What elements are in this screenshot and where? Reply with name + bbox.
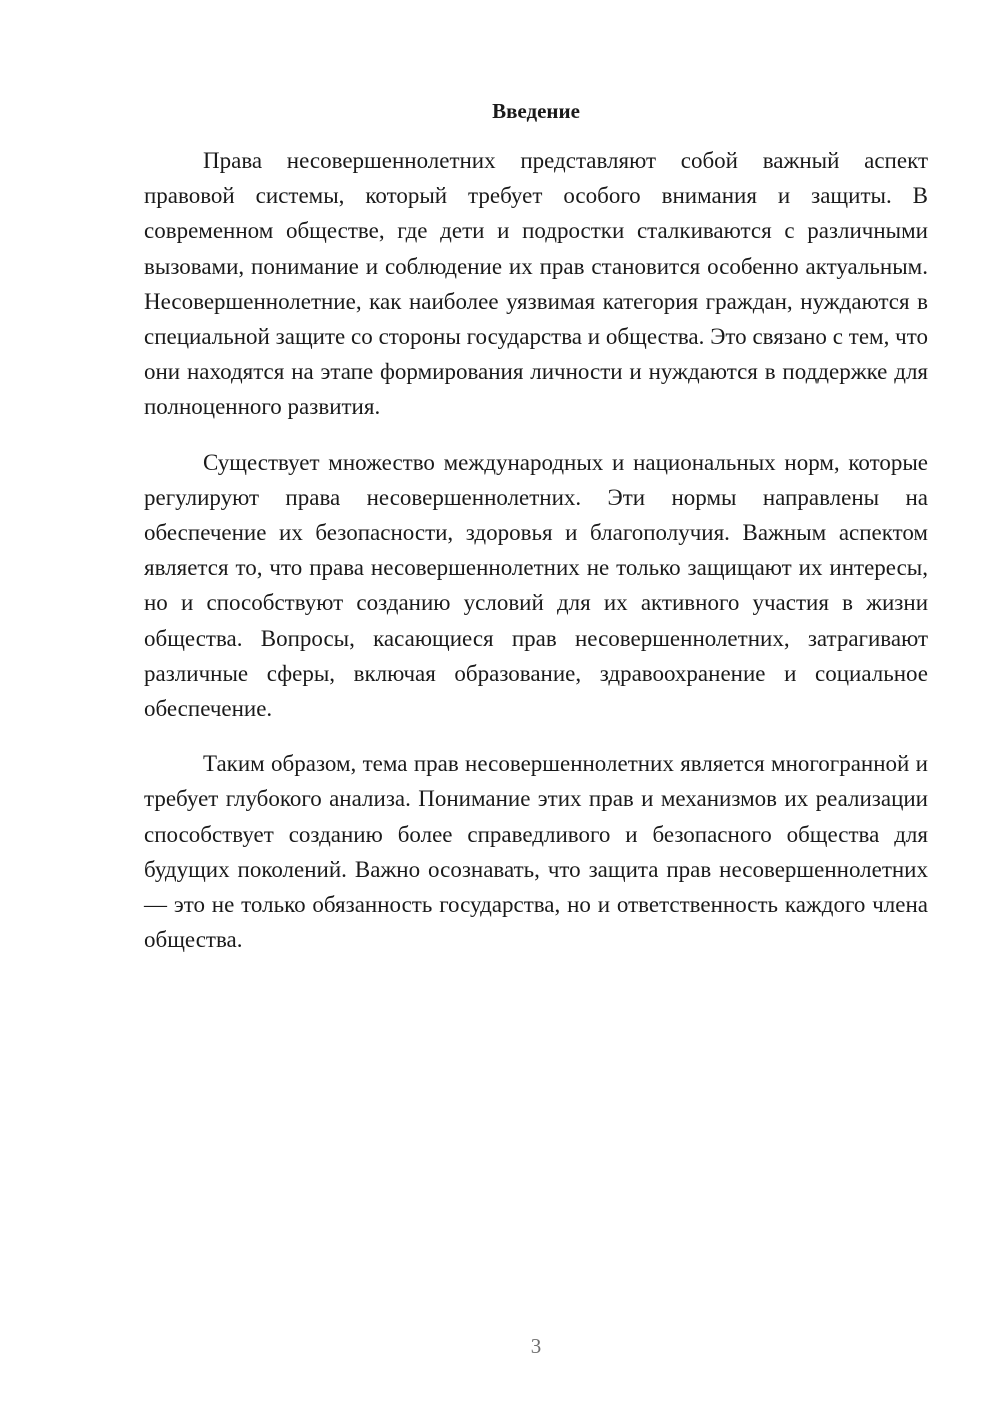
paragraph-2: Существует множество международных и национальных норм, которые регулируют права несовершеннолетних. Эти нормы направлены на обеспечение их безопасности, здоровья и благополучия. Важным аспектом является то, что права несовершеннолетних не только защищают их интересы, но и способствуют созданию условий для их активного участия в жизни общества. Вопросы, касающиеся прав несовершеннолетних, затрагивают различные сферы, включая образование, здравоохранение и социальное обеспечение. xyxy=(144,449,928,722)
section-heading: Введение xyxy=(492,99,580,123)
page-content xyxy=(144,96,928,957)
paragraph-3: Таким образом, тема прав несовершеннолетних является многогранной и требует глубокого анализа. Понимание этих прав и механизмов их реализации способствует созданию более справедливого и безопасного общества для будущих поколений. Важно осознавать, что защита прав несовершеннолетних — это не только обязанность государства, но и ответственность каждого члена общества. xyxy=(144,751,928,953)
paragraph-1: Права несовершеннолетних представляют собой важный аспект правовой системы, который требует особого внимания и защиты. В современном обществе, где дети и подростки сталкиваются с различными вызовами, понимание и соблюдение их прав становится особенно актуальным. Несовершеннолетние, как наиболее уязвимая категория граждан, нуждаются в специальной защите со стороны государства и общества. Это связано с тем, что они находятся на этапе формирования личности и нуждаются в поддержке для полноценного развития. xyxy=(144,148,928,420)
page-number: 3 xyxy=(530,1334,542,1358)
